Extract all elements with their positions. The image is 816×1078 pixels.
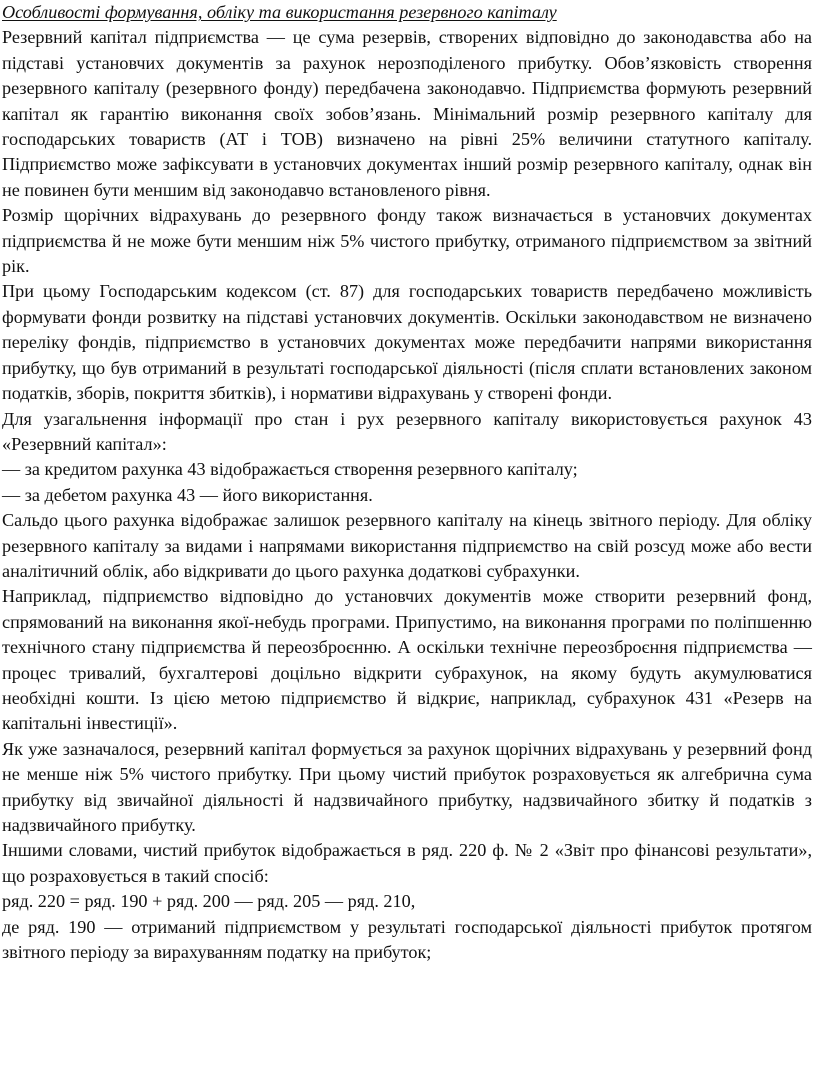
paragraph-reserve-capital-definition: Резервний капітал підприємства — це сума резервів, створених відповідно до законодавства або на підставі установчих документів за рахунок нерозподіленого прибутку. Обов’язковість створення резервного капіталу (резервного фонду) передбачена законодавчо. Підприємства формують резервний капітал як гарантію виконання своїх зобов’язань. Мінімальний розмір резервного капіталу для господарських товариств (АТ і ТОВ) визначено на рівні 25% величини статутного капіталу. Підприємство може зафіксувати в установчих документах інший розмір резервного капіталу, однак він не повинен бути меншим від законодавчо встановленого рівня.	[2, 27, 812, 200]
paragraph-example: Наприклад, підприємство відповідно до установчих документів може створити резервний фонд, спрямований на виконання якої-небудь програми. Припустимо, на виконання програми по поліпшенню технічного стану підприємства й переозброєнню. А оскільки технічне переозброєння підприємства — процес тривалий, бухгалтерові доцільно відкрити субрахунок, на якому будуть акумулюватися необхідні кошти. Із цією метою підприємство й відкриє, наприклад, субрахунок 431 «Резерв на капітальні інвестиції».	[2, 586, 812, 734]
paragraph-commercial-code: При цьому Господарським кодексом (ст. 87) для господарських товариств передбачено можливість формувати фонди розвитку на підставі установчих документів. Оскільки законодавством не визначено переліку фондів, підприємство в установчих документах може передбачити напрями використання прибутку, що був отриманий в результаті господарської діяльності (після сплати встановлених законом податків, зборів, покриття збитків), і нормативи відрахувань у створені фонди.	[2, 281, 812, 404]
paragraph-balance: Сальдо цього рахунка відображає залишок резервного капіталу на кінець звітного періоду. Для обліку резервного капіталу за видами і напрямами використання підприємство на свій розсуд може або вести аналітичний облік, або відкривати до цього рахунка додаткові субрахунки.	[2, 510, 812, 581]
paragraph-form-2: Іншими словами, чистий прибуток відображається в ряд. 220 ф. № 2 «Звіт про фінансові результати», що розраховується в такий спосіб:	[2, 840, 812, 886]
list-item-credit: — за кредитом рахунка 43 відображається створення резервного капіталу;	[2, 459, 578, 480]
paragraph-row-190: де ряд. 190 — отриманий підприємством у результаті господарської діяльності прибуток протягом звітного періоду за вирахуванням податку на прибуток;	[2, 916, 812, 963]
document-page	[2, 0, 812, 965]
paragraph-annual-deductions: Розмір щорічних відрахувань до резервного фонду також визначається в установчих документах підприємства й не може бути меншим ніж 5% чистого прибутку, отриманого підприємством за звітний рік.	[2, 205, 812, 277]
list-item-debit: — за дебетом рахунка 43 — його використання.	[2, 484, 373, 505]
formula-line: ряд. 220 = ряд. 190 + ряд. 200 — ряд. 205 — ряд. 210,	[2, 891, 416, 912]
paragraph-net-profit: Як уже зазначалося, резервний капітал формується за рахунок щорічних відрахувань у резервний фонд не менше ніж 5% чистого прибутку. При цьому чистий прибуток розраховується як алгебрична сума прибутку від звичайної діяльності й надзвичайного прибутку, надзвичайного збитку й податків з надзвичайного прибутку.	[2, 738, 812, 835]
paragraph-account-43: Для узагальнення інформації про стан і рух резервного капіталу використовується рахунок 43 «Резервний капітал»:	[2, 408, 812, 454]
document-title: Особливості формування, обліку та використання резервного капіталу	[2, 2, 557, 22]
